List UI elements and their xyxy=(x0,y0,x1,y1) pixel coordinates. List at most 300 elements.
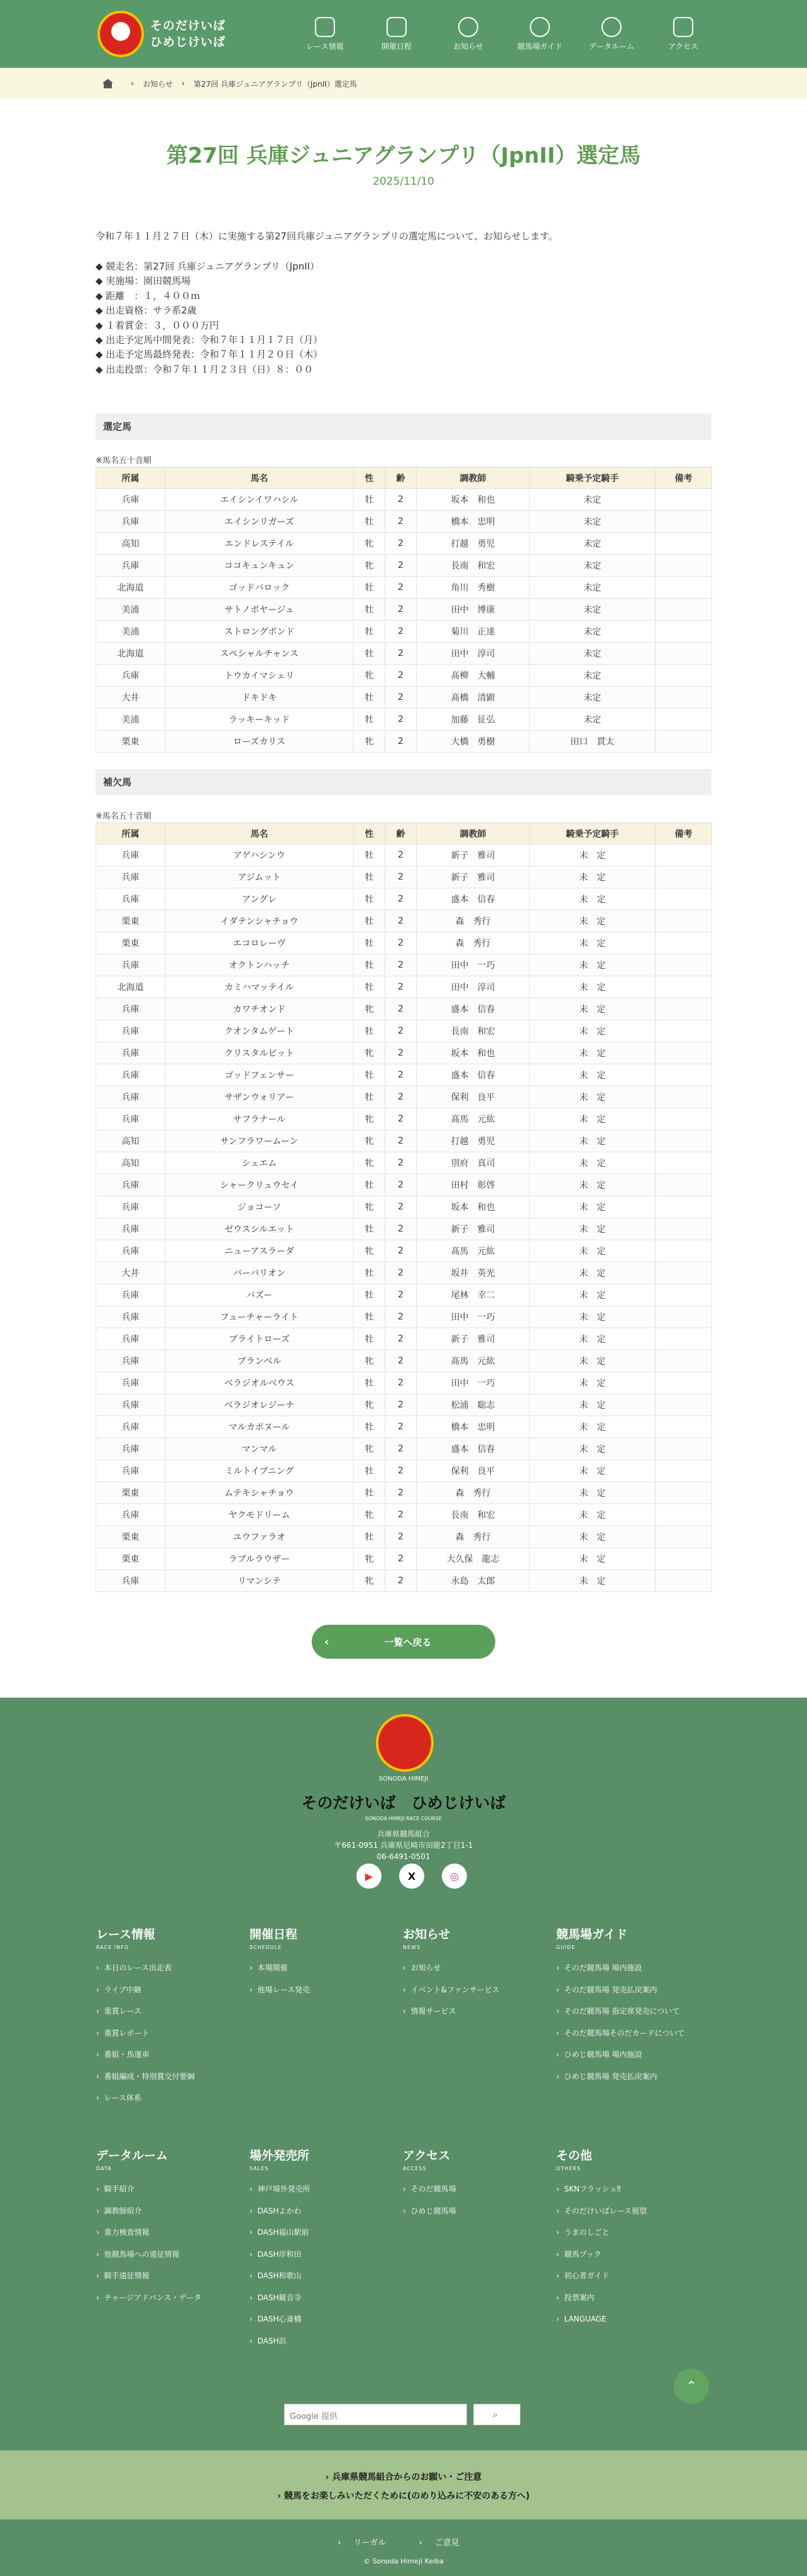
table-row xyxy=(96,888,712,910)
table-cell: 2 xyxy=(385,1196,417,1218)
table-cell: 牡 xyxy=(354,910,385,932)
table-cell: 森 秀行 xyxy=(417,910,530,932)
table-cell: 田中 一巧 xyxy=(417,1372,530,1394)
table-cell: サトノボヤージュ xyxy=(165,599,354,621)
table-cell: 未 定 xyxy=(530,1064,656,1086)
table-cell xyxy=(656,976,712,998)
table-cell: 未 定 xyxy=(530,1394,656,1416)
footer-column-title[interactable]: 開催日程 xyxy=(250,1928,298,1941)
table-row xyxy=(96,1042,712,1064)
table-row xyxy=(96,1218,712,1240)
table-cell: 2 xyxy=(385,1086,417,1108)
table-cell xyxy=(656,1108,712,1130)
breadcrumb-current: 第27回 兵庫ジュニアグランプリ（JpnII）選定馬 xyxy=(194,79,357,89)
column-header: 所属 xyxy=(96,467,165,489)
table-cell xyxy=(656,1042,712,1064)
table-cell: オクトンハッチ xyxy=(165,954,354,976)
table-cell: 2 xyxy=(385,910,417,932)
site-logo[interactable] xyxy=(97,11,289,57)
table-cell: 兵庫 xyxy=(96,1240,165,1262)
table-cell: 牡 xyxy=(354,1416,385,1438)
table-cell: 未 定 xyxy=(530,1174,656,1196)
table-cell: 未定 xyxy=(530,489,656,511)
table-cell xyxy=(656,489,712,511)
footer-link[interactable]: › 重力検査情報 xyxy=(96,2226,250,2248)
column-header: 備考 xyxy=(656,823,712,844)
table-cell: アングレ xyxy=(165,888,354,910)
selected-heading: 選定馬 xyxy=(96,413,711,440)
table-cell: 牡 xyxy=(354,976,385,998)
page-top-button[interactable]: ⌃ xyxy=(674,2369,709,2404)
notice-link-2[interactable]: › 競馬をお楽しみいただくために(のめり込みに不安のある方へ) xyxy=(277,2491,530,2501)
search-button[interactable] xyxy=(473,2404,520,2425)
column-header: 性 xyxy=(354,823,385,844)
table-cell: 未定 xyxy=(530,665,656,687)
footer-mascot-icon xyxy=(376,1714,434,1772)
footer-link[interactable]: › ひめじ競馬場 発売払戻案内 xyxy=(556,2070,710,2092)
table-cell: 2 xyxy=(385,643,417,665)
page-title: 第27回 兵庫ジュニアグランプリ（JpnII）選定馬 xyxy=(166,143,641,168)
table-cell: 未定 xyxy=(530,599,656,621)
table-cell: 2 xyxy=(385,1262,417,1284)
footer-column-title[interactable]: データルーム xyxy=(96,2149,168,2163)
footer-link[interactable]: › そのだ競馬場 指定席発売について xyxy=(556,2005,710,2027)
table-cell: 加藤 征弘 xyxy=(417,709,530,731)
horse-icon xyxy=(315,17,335,37)
footer-link[interactable]: › DASH観音寺 xyxy=(250,2291,404,2313)
footer-column-title[interactable]: 場外発売所 xyxy=(250,2149,310,2163)
table-cell: ストロングボンド xyxy=(165,621,354,643)
table-cell: 牝 xyxy=(354,1196,385,1218)
table-cell: 未定 xyxy=(530,577,656,599)
table-row xyxy=(96,1504,712,1526)
table-cell: 未 定 xyxy=(530,998,656,1020)
footer-link[interactable]: › ライブ中継 xyxy=(96,1984,250,2006)
table-row xyxy=(96,1460,712,1482)
table-cell xyxy=(656,954,712,976)
footer-link[interactable]: › DASH浜 xyxy=(250,2335,404,2357)
table-cell: 高知 xyxy=(96,1152,165,1174)
table-row xyxy=(96,1240,712,1262)
nav-news[interactable]: お知らせ xyxy=(432,17,504,52)
table-cell: 未定 xyxy=(530,621,656,643)
table-cell: 2 xyxy=(385,1460,417,1482)
footer-site-name: そのだけいば ひめじけいば xyxy=(301,1794,506,1812)
bottom-links xyxy=(0,2536,807,2548)
table-cell: 兵庫 xyxy=(96,1460,165,1482)
table-cell: 兵庫 xyxy=(96,888,165,910)
nav-guide[interactable]: 競馬場ガイド xyxy=(504,17,576,52)
footer-link[interactable]: › DASH岸和田 xyxy=(250,2248,404,2270)
table-cell: 未 定 xyxy=(530,1328,656,1350)
search-input[interactable]: Google 提供 xyxy=(284,2404,467,2425)
footer-column-title[interactable]: 競馬場ガイド xyxy=(556,1928,628,1941)
table-cell: 橋本 忠明 xyxy=(417,511,530,533)
table-cell xyxy=(656,932,712,954)
table-cell: 2 xyxy=(385,1416,417,1438)
table-cell: 未 定 xyxy=(530,1306,656,1328)
column-header: 馬名 xyxy=(165,467,354,489)
table-cell: 2 xyxy=(385,1218,417,1240)
table-row xyxy=(96,1416,712,1438)
table-cell: 兵庫 xyxy=(96,1394,165,1416)
footer-link[interactable]: › 騎手遠征情報 xyxy=(96,2269,250,2291)
table-cell: 新子 雅司 xyxy=(417,1218,530,1240)
table-cell: 未 定 xyxy=(530,1152,656,1174)
table-cell: 牝 xyxy=(354,1152,385,1174)
table-row xyxy=(96,621,712,643)
table-row xyxy=(96,511,712,533)
footer-link[interactable]: › そのだ競馬場そのだカードについて xyxy=(556,2027,710,2049)
table-cell xyxy=(656,998,712,1020)
footer-link[interactable]: › うまのしごと xyxy=(556,2226,710,2248)
table-cell xyxy=(656,1526,712,1548)
table-cell: エコロレーヴ xyxy=(165,932,354,954)
table-cell: 未 定 xyxy=(530,976,656,998)
table-row xyxy=(96,665,712,687)
table-cell: 牡 xyxy=(354,1284,385,1306)
footer-link[interactable]: › 重賞レース xyxy=(96,2005,250,2027)
table-cell: 牡 xyxy=(354,1020,385,1042)
footer-column-subtitle: SCHEDULE xyxy=(250,1945,282,1950)
table-row xyxy=(96,954,712,976)
table-row xyxy=(96,1306,712,1328)
logo-text: そのだけいば ひめじけいば xyxy=(150,19,226,49)
table-cell: 牡 xyxy=(354,1218,385,1240)
table-cell: 牝 xyxy=(354,1394,385,1416)
table-cell: 2 xyxy=(385,533,417,555)
table-cell: 兵庫 xyxy=(96,1196,165,1218)
footer-link[interactable]: › そのだ競馬場 発売払戻案内 xyxy=(556,1984,710,2006)
table-cell: 未 定 xyxy=(530,1042,656,1064)
table-cell: サザンウォリアー xyxy=(165,1086,354,1108)
table-cell: 未 定 xyxy=(530,1284,656,1306)
footer-link[interactable]: › 番組・馬運車 xyxy=(96,2048,250,2070)
nav-schedule[interactable]: 開催日程 xyxy=(361,17,432,52)
footer-link[interactable]: › DASH福山駅前 xyxy=(250,2226,404,2248)
footer-link[interactable]: › 競馬ブック xyxy=(556,2248,710,2270)
table-cell xyxy=(656,1482,712,1504)
table-cell: 未 定 xyxy=(530,1130,656,1152)
map-icon xyxy=(673,17,693,37)
table-cell: 2 xyxy=(385,954,417,976)
table-cell: 大橋 勇樹 xyxy=(417,731,530,753)
table-cell: カワチオンド xyxy=(165,998,354,1020)
footer-link[interactable]: › 本日のレース出走表 xyxy=(96,1962,250,1984)
table-cell: 牡 xyxy=(354,511,385,533)
table-cell: 北海道 xyxy=(96,577,165,599)
table-cell xyxy=(656,621,712,643)
footer-link[interactable]: › 本場開催 xyxy=(250,1962,404,1984)
footer-column-subtitle: RACE INFO xyxy=(96,1945,129,1950)
chevron-right-icon: › xyxy=(131,79,134,89)
footer-column-title[interactable]: アクセス xyxy=(403,2149,451,2163)
table-cell: 未 定 xyxy=(530,1196,656,1218)
table-row xyxy=(96,1020,712,1042)
table-cell: ゴッドバロック xyxy=(165,577,354,599)
table-cell: 兵庫 xyxy=(96,1042,165,1064)
table-cell: 永島 太郎 xyxy=(417,1570,530,1592)
footer-column xyxy=(96,1925,250,2114)
table-cell xyxy=(656,888,712,910)
table-cell: 未定 xyxy=(530,709,656,731)
table-cell: 北海道 xyxy=(96,643,165,665)
table-cell: 打越 勇児 xyxy=(417,533,530,555)
table-cell: 栗東 xyxy=(96,731,165,753)
logo-mascot-icon xyxy=(97,11,144,57)
footer-link[interactable]: › イベント&ファンサービス xyxy=(403,1984,557,2006)
column-header: 性 xyxy=(354,467,385,489)
breadcrumb-news[interactable]: お知らせ xyxy=(143,79,173,89)
table-cell: 盛本 信春 xyxy=(417,1064,530,1086)
table-cell: 兵庫 xyxy=(96,1218,165,1240)
footer-link[interactable]: › 調教師紹介 xyxy=(96,2205,250,2227)
table-cell: ゴッドフェンサー xyxy=(165,1064,354,1086)
table-cell: 2 xyxy=(385,1284,417,1306)
table-cell xyxy=(656,1152,712,1174)
footer-link[interactable]: › 他場レース発売 xyxy=(250,1984,404,2006)
table-row xyxy=(96,976,712,998)
footer-link[interactable]: › そのだ競馬場 場内施設 xyxy=(556,1962,710,1984)
table-cell: 打越 勇児 xyxy=(417,1130,530,1152)
footer-column-title[interactable]: レース情報 xyxy=(96,1928,156,1941)
table-cell: 兵庫 xyxy=(96,1328,165,1350)
table-cell: 兵庫 xyxy=(96,1284,165,1306)
table-cell: 2 xyxy=(385,888,417,910)
table-cell: 2 xyxy=(385,1042,417,1064)
x-icon[interactable]: X xyxy=(399,1864,424,1889)
table-cell: 大井 xyxy=(96,1262,165,1284)
table-cell: 2 xyxy=(385,709,417,731)
table-cell: 2 xyxy=(385,1372,417,1394)
table-cell: 未定 xyxy=(530,555,656,577)
table-cell xyxy=(656,1284,712,1306)
column-header: 騎乗予定騎手 xyxy=(530,467,656,489)
table-row xyxy=(96,731,712,753)
footer-link[interactable]: › そのだけいばレース展望 xyxy=(556,2205,710,2227)
table-cell: 2 xyxy=(385,731,417,753)
table-cell: ベラジオレジーナ xyxy=(165,1394,354,1416)
nav-access[interactable]: アクセス xyxy=(647,17,719,52)
table-cell xyxy=(656,1306,712,1328)
table-cell: 未 定 xyxy=(530,910,656,932)
table-cell: 長南 和宏 xyxy=(417,1020,530,1042)
table-cell: 未 定 xyxy=(530,1482,656,1504)
table-cell: 牡 xyxy=(354,954,385,976)
footer-link[interactable]: › LANGUAGE xyxy=(556,2313,710,2335)
table-cell: 森 秀行 xyxy=(417,932,530,954)
table-cell: ブライトローズ xyxy=(165,1328,354,1350)
table-cell: 未 定 xyxy=(530,866,656,888)
table-cell: 2 xyxy=(385,932,417,954)
table-cell: 髙橋 清顕 xyxy=(417,687,530,709)
table-cell: 牝 xyxy=(354,1350,385,1372)
instagram-icon[interactable]: ◎ xyxy=(442,1864,467,1889)
table-cell: 兵庫 xyxy=(96,1174,165,1196)
table-cell: 未 定 xyxy=(530,1570,656,1592)
sns-links xyxy=(348,1864,476,1889)
footer-address: 兵庫県競馬組合 〒661-0951 兵庫県尼崎市田能2丁目1-1 06-6491-0501 xyxy=(334,1830,473,1861)
table-cell: 菊川 正達 xyxy=(417,621,530,643)
table-cell: 坂井 英光 xyxy=(417,1262,530,1284)
youtube-icon[interactable]: ▶ xyxy=(356,1864,382,1889)
footer-link[interactable]: › SKNフラッシュ‼ xyxy=(556,2183,710,2205)
legal-link[interactable]: › リーガル xyxy=(338,2538,387,2548)
feedback-link[interactable]: › ご意見 xyxy=(419,2538,459,2548)
table-cell xyxy=(656,643,712,665)
column-header: 調教師 xyxy=(417,823,530,844)
footer-link[interactable]: › DASH心斎橋 xyxy=(250,2313,404,2335)
table-row xyxy=(96,1570,712,1592)
table-row xyxy=(96,687,712,709)
footer-link[interactable]: › そのだ競馬場 xyxy=(403,2183,557,2205)
table-cell: 2 xyxy=(385,1306,417,1328)
table-cell: 新子 雅司 xyxy=(417,844,530,866)
table-cell: 2 xyxy=(385,1064,417,1086)
table-cell: 牡 xyxy=(354,599,385,621)
footer-link[interactable]: › DASH和歌山 xyxy=(250,2269,404,2291)
table-row xyxy=(96,1196,712,1218)
table-cell: 牡 xyxy=(354,1262,385,1284)
table-cell: 2 xyxy=(385,511,417,533)
footer-link[interactable]: › 他競馬場への遠征情報 xyxy=(96,2248,250,2270)
table-row xyxy=(96,533,712,555)
footer-column xyxy=(250,1925,404,2005)
table-cell: フューチャーライト xyxy=(165,1306,354,1328)
table-cell: 牡 xyxy=(354,932,385,954)
table-cell: 栗東 xyxy=(96,1548,165,1570)
info-icon xyxy=(530,17,550,37)
table-cell: 田中 一巧 xyxy=(417,954,530,976)
breadcrumb xyxy=(0,68,807,99)
nav-race-info[interactable]: レース情報 xyxy=(289,17,361,52)
footer-link[interactable]: › 投票案内 xyxy=(556,2291,710,2313)
table-cell: 兵庫 xyxy=(96,1108,165,1130)
footer-column xyxy=(250,2146,404,2356)
nav-dataroom[interactable]: データルーム xyxy=(576,17,647,52)
table-row xyxy=(96,932,712,954)
table-cell: ムテキシャチョウ xyxy=(165,1482,354,1504)
table-cell: 未 定 xyxy=(530,1020,656,1042)
table-cell: 兵庫 xyxy=(96,555,165,577)
table-cell: 坂本 和也 xyxy=(417,1042,530,1064)
table-row xyxy=(96,1526,712,1548)
footer-link[interactable]: › 初心者ガイド xyxy=(556,2269,710,2291)
table-cell: トウカイマシェリ xyxy=(165,665,354,687)
table-cell: サフラナール xyxy=(165,1108,354,1130)
table-row xyxy=(96,866,712,888)
home-icon[interactable] xyxy=(102,79,113,89)
table-cell: 未 定 xyxy=(530,888,656,910)
footer-link[interactable]: › ひめじ競馬場 場内施設 xyxy=(556,2048,710,2070)
footer-column-subtitle: GUIDE xyxy=(556,1945,576,1950)
table-cell: 2 xyxy=(385,1328,417,1350)
table-cell: 兵庫 xyxy=(96,1372,165,1394)
footer-column-title[interactable]: その他 xyxy=(556,2149,593,2163)
race-info-list: ◆ 競走名：第27回 兵庫ジュニアグランプリ（JpnII） ◆ 実施場：園田競馬場 ◆ 距離 ：１，４００ｍ ◆ 出走資格：サラ系2歳 ◆ １着賞金：３，０００万円 ◆ 出走予定馬中間発表：令和７年１１月１７日（月） ◆ 出走予定馬最終発表：令和７年１１月２０日（木） ◆ 出走投票：令和７年１１月２３日（日）８：００ xyxy=(96,261,323,375)
column-header: 調教師 xyxy=(417,467,530,489)
table-cell: 2 xyxy=(385,1350,417,1372)
table-cell: 兵庫 xyxy=(96,1306,165,1328)
footer-link[interactable]: › 情報サービス xyxy=(403,2005,557,2027)
table-cell: 2 xyxy=(385,1394,417,1416)
table-cell: 兵庫 xyxy=(96,489,165,511)
table-cell: 牝 xyxy=(354,1438,385,1460)
table-cell xyxy=(656,1394,712,1416)
table-cell: 2 xyxy=(385,1570,417,1592)
table-cell: 2 xyxy=(385,1504,417,1526)
table-cell: 牡 xyxy=(354,1460,385,1482)
table-cell xyxy=(656,1328,712,1350)
table-cell: イダテンシャチョウ xyxy=(165,910,354,932)
table-row xyxy=(96,1130,712,1152)
table-cell: 牡 xyxy=(354,888,385,910)
table-cell: 髙馬 元紘 xyxy=(417,1240,530,1262)
reserve-table xyxy=(96,822,712,1592)
table-cell: クオンタムゲート xyxy=(165,1020,354,1042)
table-cell xyxy=(656,533,712,555)
table-row xyxy=(96,489,712,511)
footer-link[interactable]: › 騎手紹介 xyxy=(96,2183,250,2205)
table-cell: 牝 xyxy=(354,1570,385,1592)
table-row xyxy=(96,998,712,1020)
column-header: 馬名 xyxy=(165,823,354,844)
footer-link[interactable]: › お知らせ xyxy=(403,1962,557,1984)
footer-link[interactable]: › レース体系 xyxy=(96,2092,250,2114)
footer-link[interactable]: › DASHよかわ xyxy=(250,2205,404,2227)
table-row xyxy=(96,577,712,599)
table-cell: 兵庫 xyxy=(96,665,165,687)
table-cell xyxy=(656,577,712,599)
table-cell: 保利 良平 xyxy=(417,1086,530,1108)
table-cell: 田中 博康 xyxy=(417,599,530,621)
table-cell: 2 xyxy=(385,1020,417,1042)
table-row xyxy=(96,1350,712,1372)
table-cell: クリスタルビット xyxy=(165,1042,354,1064)
table-cell: サンフラワームーン xyxy=(165,1130,354,1152)
footer-link[interactable]: › 神戸場外発売所 xyxy=(250,2183,404,2205)
footer-link[interactable]: › 番組編成・特別賞交付要綱 xyxy=(96,2070,250,2092)
footer-link[interactable]: › チャージアドバンス・データ xyxy=(96,2291,250,2313)
table-row xyxy=(96,1174,712,1196)
footer-column-title[interactable]: お知らせ xyxy=(403,1928,451,1941)
table-cell: 兵庫 xyxy=(96,1504,165,1526)
table-cell: 美浦 xyxy=(96,621,165,643)
table-cell: 兵庫 xyxy=(96,1570,165,1592)
notice-link-1[interactable]: › 兵庫県競馬組合からのお願い・ご注意 xyxy=(325,2472,482,2482)
table-cell: 未 定 xyxy=(530,954,656,976)
table-cell xyxy=(656,1020,712,1042)
back-to-list-button[interactable]: ‹ 一覧へ戻る xyxy=(312,1625,495,1659)
article-date: 2025/11/10 xyxy=(373,175,434,188)
table-cell: 未 定 xyxy=(530,1350,656,1372)
table-cell: 森 秀行 xyxy=(417,1482,530,1504)
table-cell: 兵庫 xyxy=(96,1416,165,1438)
table-row xyxy=(96,1108,712,1130)
footer-link[interactable]: › 重賞レポート xyxy=(96,2027,250,2049)
table-cell: 別府 真司 xyxy=(417,1152,530,1174)
table-cell: 牝 xyxy=(354,1240,385,1262)
table-row xyxy=(96,1482,712,1504)
notice-band xyxy=(0,2450,807,2519)
column-header: 備考 xyxy=(656,467,712,489)
footer-link[interactable]: › ひめじ競馬場 xyxy=(403,2205,557,2227)
table-cell: 髙柳 大輔 xyxy=(417,665,530,687)
table-row xyxy=(96,1064,712,1086)
table-cell: 田村 彰啓 xyxy=(417,1174,530,1196)
table-cell: 坂本 和也 xyxy=(417,489,530,511)
reserve-heading: 補欠馬 xyxy=(96,769,711,795)
